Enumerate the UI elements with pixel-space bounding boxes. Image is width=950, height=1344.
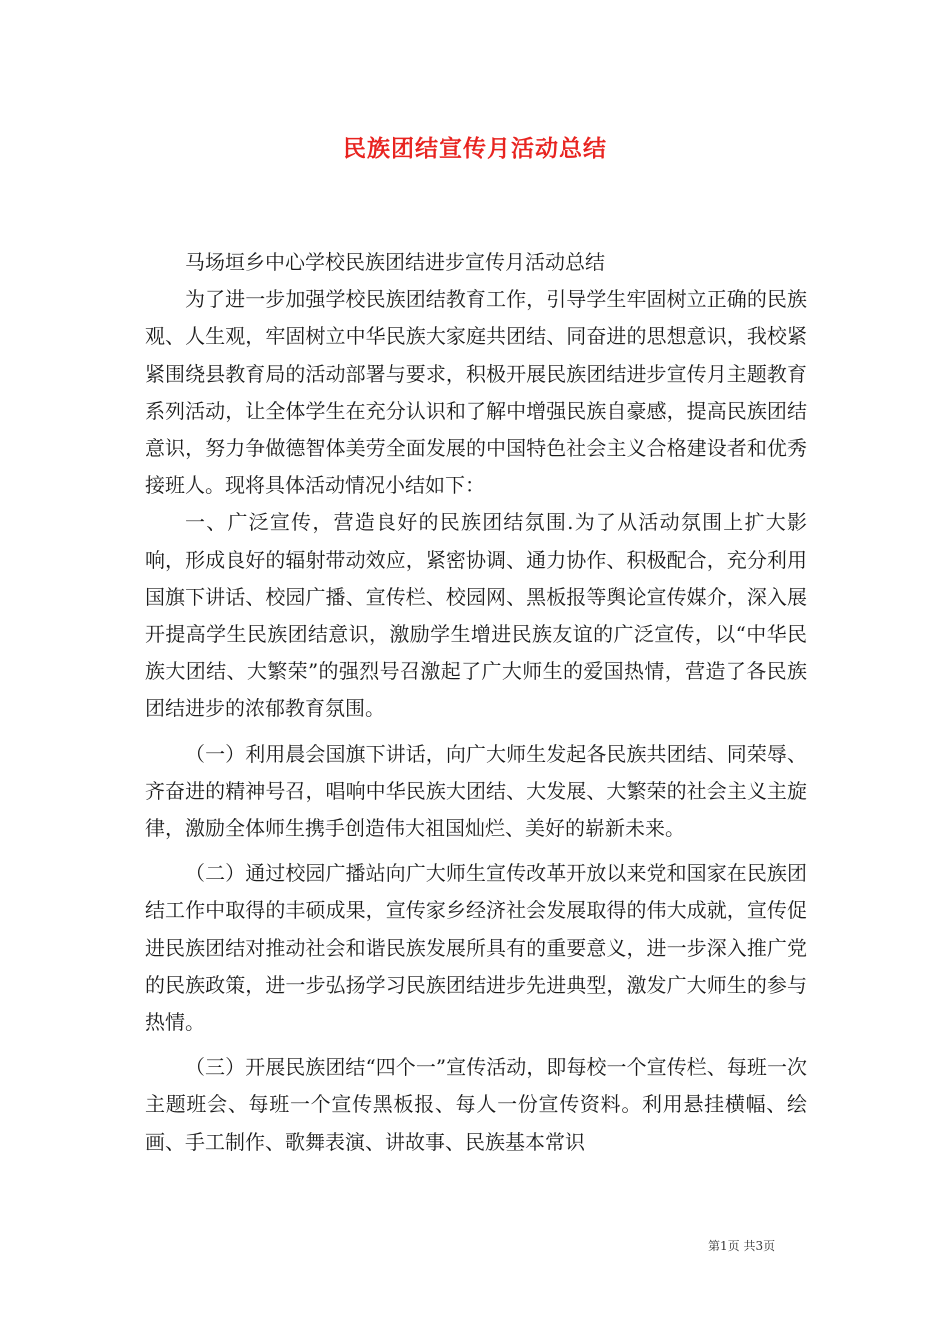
paragraph-item-1: （一）利用晨会国旗下讲话，向广大师生发起各民族共团结、同荣辱、齐奋进的精神号召，唱响中华民族大团结、大发展、大繁荣的社会主义主旋律，激励全体师生携手创造伟大祖国灿烂、美好的崭新未来。: [145, 741, 807, 841]
paragraph-item-3: （三）开展民族团结“四个一”宣传活动，即每校一个宣传栏、每班一次主题班会、每班一个宣传黑板报、每人一份宣传资料。利用悬挂横幅、绘画、手工制作、歌舞表演、讲故事、民族基本常识: [145, 1055, 807, 1154]
paragraph-section-1: 一、广泛宣传，营造良好的民族团结氛围.为了从活动氛围上扩大影响，形成良好的辐射带动效应，紧密协调、通力协作、积极配合，充分利用国旗下讲话、校园广播、宣传栏、校园网、黑板报等舆论宣传媒介，深入展开提高学生民族团结意识，激励学生增进民族友谊的广泛宣传，以“中华民族大团结、大繁荣”的强烈号召激起了广大师生的爱国热情，营造了各民族团结进步的浓郁教育氛围。: [145, 510, 807, 721]
paragraph-subtitle: 马场垣乡中心学校民族团结进步宣传月活动总结: [185, 250, 605, 274]
paragraph-item-2: （二）通过校园广播站向广大师生宣传改革开放以来党和国家在民族团结工作中取得的丰硕成果，宣传家乡经济社会发展取得的伟大成就，宣传促进民族团结对推动社会和谐民族发展所具有的重要意义，进一步深入推广党的民族政策，进一步弘扬学习民族团结进步先进典型，激发广大师生的参与热情。: [145, 861, 807, 1035]
paragraph-intro: 为了进一步加强学校民族团结教育工作，引导学生牢固树立正确的民族观、人生观，牢固树立中华民族大家庭共团结、同奋进的思想意识，我校紧紧围绕县教育局的活动部署与要求，积极开展民族团结进步宣传月主题教育系列活动，让全体学生在充分认识和了解中增强民族自豪感，提高民族团结意识，努力争做德智体美劳全面发展的中国特色社会主义合格建设者和优秀接班人。现将具体活动情况小结如下：: [145, 287, 807, 498]
document-body: [145, 244, 807, 1161]
document-title: 民族团结宣传月活动总结: [343, 135, 607, 162]
page-number: 第1页 共3页: [708, 1239, 776, 1253]
